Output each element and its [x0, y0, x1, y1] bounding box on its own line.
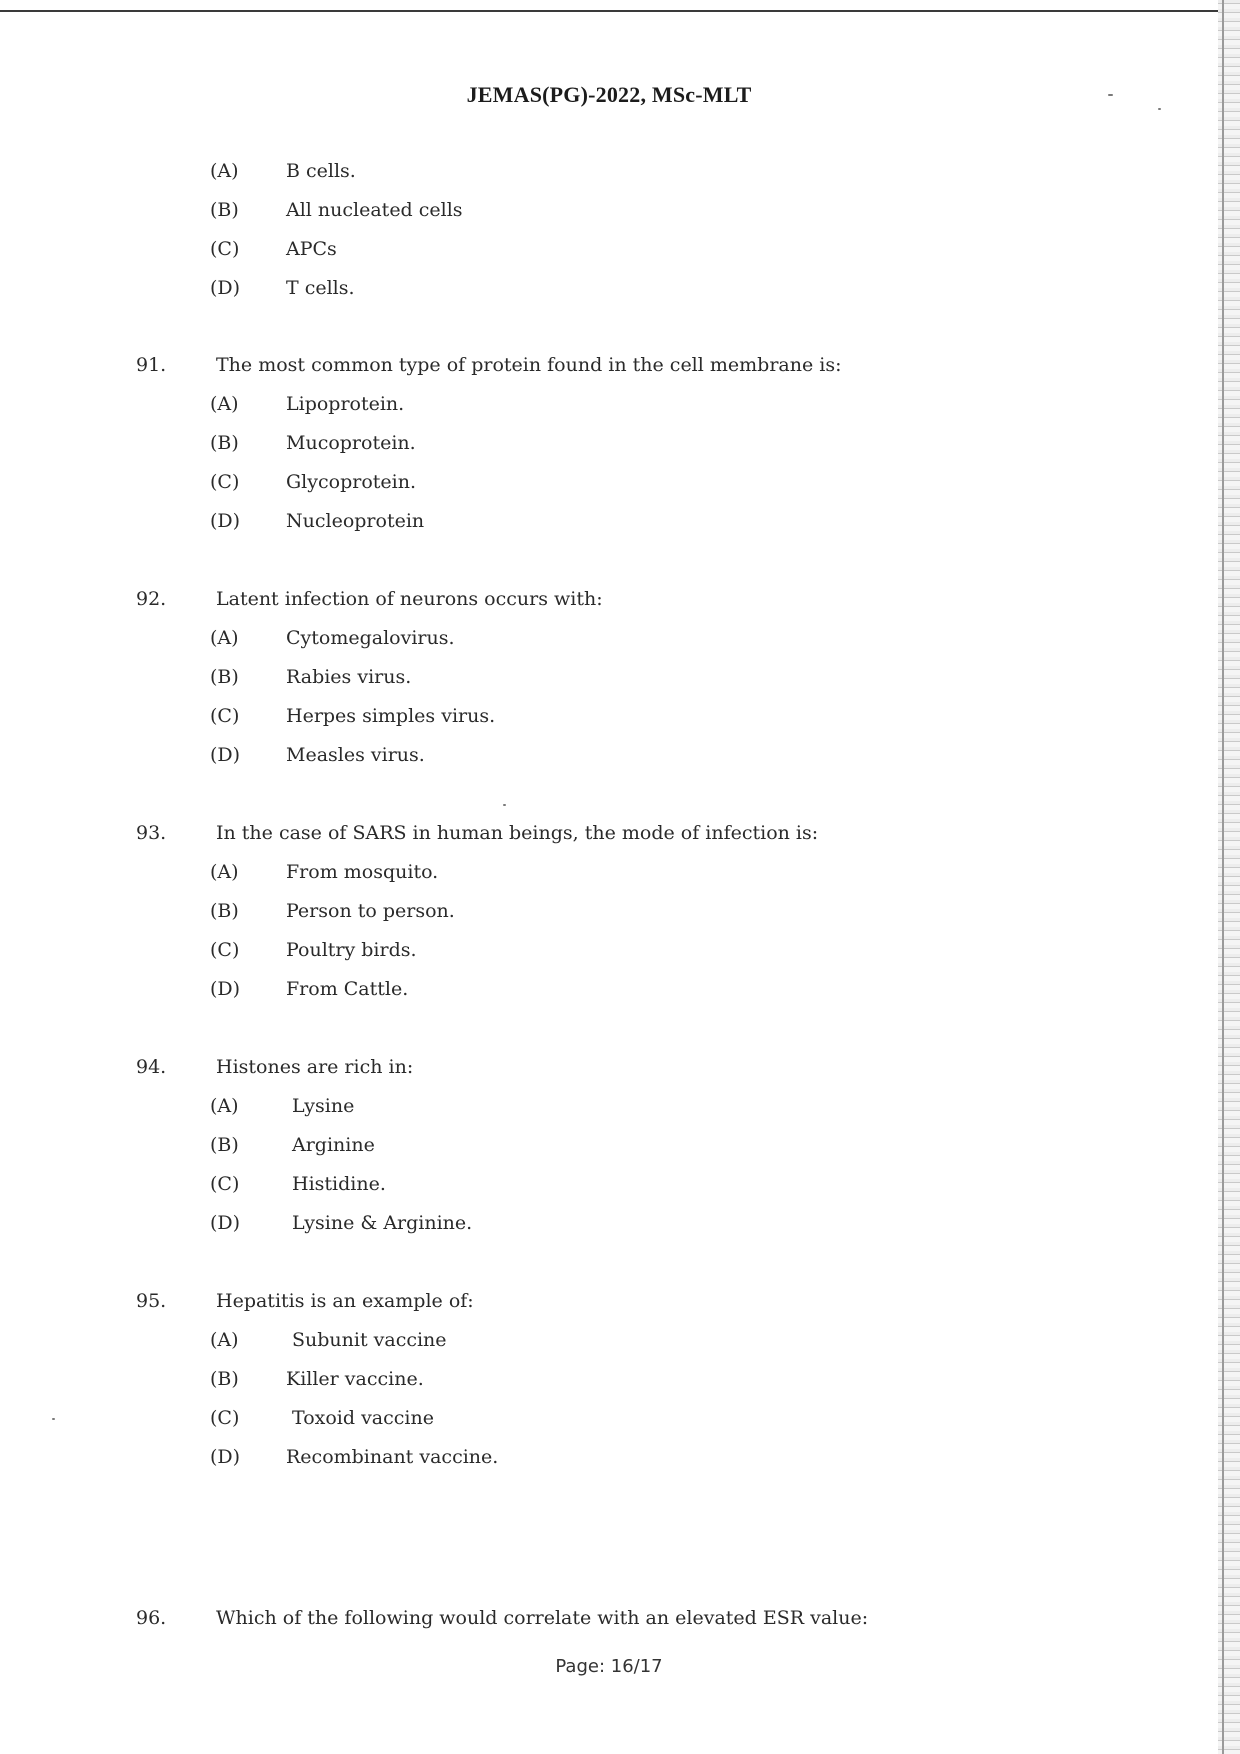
option-label: (B) — [210, 1134, 239, 1156]
option-label: (A) — [210, 160, 239, 182]
option-text: Lysine & Arginine. — [292, 1212, 473, 1234]
option-label: (D) — [210, 1212, 241, 1234]
option-label: (A) — [210, 1095, 239, 1117]
question-number-92: 92. — [136, 588, 167, 610]
option-text: Subunit vaccine — [292, 1329, 447, 1351]
option-text: Killer vaccine. — [286, 1368, 424, 1390]
option-label: (B) — [210, 900, 239, 922]
option-label: (A) — [210, 861, 239, 883]
option-label: (B) — [210, 666, 239, 688]
option-label: (A) — [210, 1329, 239, 1351]
option-label: (C) — [210, 238, 240, 260]
question-number-95: 95. — [136, 1290, 167, 1312]
scan-speck — [52, 1418, 55, 1420]
question-text-91: The most common type of protein found in the cell membrane is: — [216, 354, 842, 376]
question-text-94: Histones are rich in: — [216, 1056, 414, 1078]
option-text: Nucleoprotein — [286, 510, 425, 532]
option-text: Glycoprotein. — [286, 471, 416, 493]
question-number-96: 96. — [136, 1607, 167, 1629]
option-text: Recombinant vaccine. — [286, 1446, 499, 1468]
question-text-95: Hepatitis is an example of: — [216, 1290, 474, 1312]
option-label: (C) — [210, 1407, 240, 1429]
option-text: Cytomegalovirus. — [286, 627, 455, 649]
option-label: (D) — [210, 744, 241, 766]
scan-speck — [1158, 108, 1161, 110]
question-number-93: 93. — [136, 822, 167, 844]
option-text: B cells. — [286, 160, 356, 182]
question-text-93: In the case of SARS in human beings, the mode of infection is: — [216, 822, 819, 844]
option-text: APCs — [286, 238, 337, 260]
option-label: (D) — [210, 510, 241, 532]
top-border-line — [0, 10, 1222, 12]
option-text: Lysine — [292, 1095, 355, 1117]
option-label: (A) — [210, 627, 239, 649]
page-header-title: JEMAS(PG)-2022, MSc-MLT — [466, 82, 752, 107]
option-label: (B) — [210, 199, 239, 221]
option-text: T cells. — [286, 277, 355, 299]
option-label: (D) — [210, 277, 241, 299]
option-text: Arginine — [292, 1134, 375, 1156]
option-text: Measles virus. — [286, 744, 425, 766]
option-text: Herpes simples virus. — [286, 705, 496, 727]
option-label: (D) — [210, 1446, 241, 1468]
option-label: (C) — [210, 1173, 240, 1195]
option-label: (C) — [210, 471, 240, 493]
option-text: Person to person. — [286, 900, 455, 922]
question-number-94: 94. — [136, 1056, 167, 1078]
option-text: Histidine. — [292, 1173, 386, 1195]
option-label: (D) — [210, 978, 241, 1000]
scan-edge-line — [1222, 0, 1224, 1754]
option-text: Poultry birds. — [286, 939, 417, 961]
scan-speck — [503, 804, 506, 806]
question-text-96: Which of the following would correlate with an elevated ESR value: — [216, 1607, 869, 1629]
option-text: Lipoprotein. — [286, 393, 405, 415]
question-text-92: Latent infection of neurons occurs with: — [216, 588, 603, 610]
option-label: (C) — [210, 705, 240, 727]
question-number-91: 91. — [136, 354, 167, 376]
option-text: Toxoid vaccine — [292, 1407, 434, 1429]
option-text: From mosquito. — [286, 861, 439, 883]
option-label: (B) — [210, 1368, 239, 1390]
option-label: (A) — [210, 393, 239, 415]
option-label: (C) — [210, 939, 240, 961]
option-text: Mucoprotein. — [286, 432, 416, 454]
option-text: All nucleated cells — [286, 199, 463, 221]
page-number: Page: 16/17 — [555, 1656, 663, 1677]
option-text: From Cattle. — [286, 978, 409, 1000]
option-label: (B) — [210, 432, 239, 454]
option-text: Rabies virus. — [286, 666, 412, 688]
